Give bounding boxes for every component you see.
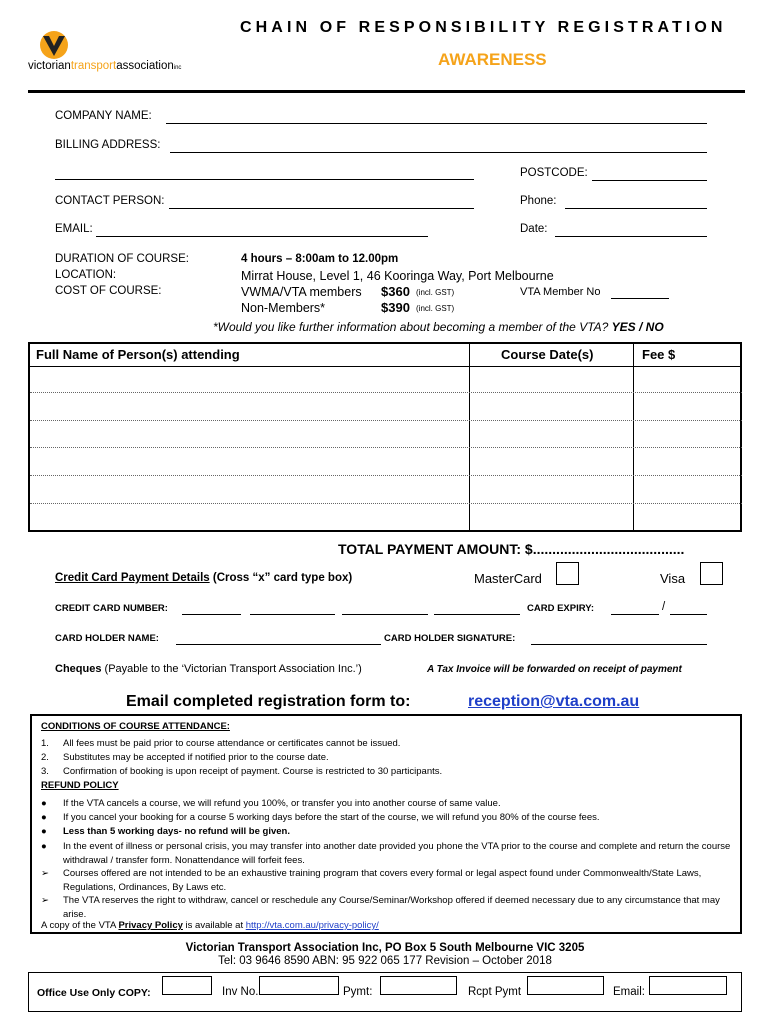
footer-contact: Tel: 03 9646 8590 ABN: 95 922 065 177 Revision – October 2018 [218,955,552,967]
rcpt-pymt-box[interactable] [527,976,604,995]
privacy-link[interactable]: http://vta.com.au/privacy-policy/ [245,920,379,931]
mastercard-label: MasterCard [474,571,542,586]
condition-text: Substitutes may be accepted if notified prior to the course date. [63,752,329,763]
office-use-label: Office Use Only COPY: [37,987,151,999]
phone-label: Phone: [520,195,557,207]
billing-address-label: BILLING ADDRESS: [55,139,161,151]
privacy-prefix: A copy of the VTA [41,920,116,931]
rcpt-pymt-label: Rcpt Pymt [468,986,522,998]
membership-question [213,320,664,334]
table-header-fee: Fee $ [642,347,676,362]
notice-item [41,894,731,921]
refund-heading: REFUND POLICY [41,780,119,791]
email-field[interactable] [96,223,428,237]
condition-item: 2. Substitutes may be accepted if notified prior to the course date. [41,752,329,763]
table-header-date: Course Date(s) [501,347,594,362]
condition-text: Confirmation of booking is upon receipt of payment. Course is restricted to 30 participants. [63,766,443,777]
postcode-label: POSTCODE: [520,167,588,179]
privacy-mid: is available at [185,920,244,931]
cc-expiry-year-field[interactable] [670,603,707,615]
footer-address: Victorian Transport Association Inc, PO Box 5 South Melbourne VIC 3205 [185,942,585,954]
office-use-box [28,972,742,1012]
holder-name-label: CARD HOLDER NAME: [55,633,159,644]
refund-item [41,812,731,823]
cc-expiry-month-field[interactable] [611,603,659,615]
date-label: Date: [520,223,548,235]
privacy-line [41,920,379,931]
condition-item: 3. Confirmation of booking is upon receipt of payment. Course is restricted to 30 participants. [41,766,443,777]
condition-item: 1. All fees must be paid prior to course attendance or certificates cannot be issued. [41,738,401,749]
tax-invoice-note: A Tax Invoice will be forwarded on receipt of payment [427,664,682,675]
company-name-field[interactable] [166,110,707,124]
billing-address-field[interactable] [170,139,707,153]
bullet-icon: ● [41,841,47,852]
logo-text-victorian: victorian [28,60,71,72]
cc-details-title: Credit Card Payment Details [55,572,210,584]
pymt-label: Pymt: [343,986,373,998]
duration-label: DURATION OF COURSE: [55,253,189,265]
contact-person-label: CONTACT PERSON: [55,195,165,207]
refund-text: If you cancel your booking for a course 5 working days before the start of the course, we will refund you 80% of the course fees. [63,812,600,823]
location-label: LOCATION: [55,269,117,281]
visa-label: Visa [660,571,686,586]
bullet-icon: ● [41,826,47,837]
condition-text: All fees must be paid prior to course attendance or certificates cannot be issued. [63,738,401,749]
cc-number-field-4[interactable] [434,603,520,615]
cc-details-instruction: (Cross “x” card type box) [212,572,353,584]
refund-text: In the event of illness or personal crisis, you may transfer into another date provided you phone the VTA prior to the course and complete and return the course withdrawal / transfer form. Nonattendance will forfeit fees. [63,841,731,866]
company-name-label: COMPANY NAME: [55,110,152,122]
logo-mark-icon [34,30,74,60]
cc-number-field-1[interactable] [182,603,241,615]
inv-no-label: Inv No. [222,986,259,998]
refund-text: Less than 5 working days- no refund will be given. [63,826,290,837]
mastercard-checkbox[interactable] [556,562,579,585]
table-row[interactable] [30,420,742,421]
conditions-heading: CONDITIONS OF COURSE ATTENDANCE: [41,721,230,732]
cost-label: COST OF COURSE: [55,285,162,297]
nonmembers-price: $390 [381,300,410,315]
members-label: VWMA/VTA members [241,285,362,299]
logo-text-association: association [116,60,174,72]
header-rule [28,90,745,93]
logo-text-transport: transport [70,60,117,72]
refund-item [41,840,731,867]
member-no-label: VTA Member No [520,286,601,298]
refund-item [41,798,731,809]
conditions-box [30,714,742,934]
reception-email-link[interactable]: reception@vta.com.au [468,693,640,710]
cc-details-label [55,572,352,584]
notice-text: The VTA reserves the right to withdraw, cancel or reschedule any Course/Seminar/Workshop offered if deemed necessary due to any circumstance that may arise. [63,895,720,920]
cheques-line [55,663,362,675]
arrow-bullet-icon: ➢ [41,868,49,879]
privacy-policy-label: Privacy Policy [118,920,183,931]
bullet-icon: ● [41,812,47,823]
cc-number-label: CREDIT CARD NUMBER: [55,603,168,614]
table-header-name: Full Name of Person(s) attending [36,347,240,362]
page-title: CHAIN OF RESPONSIBILITY REGISTRATION [240,19,727,36]
table-row[interactable] [30,392,742,393]
email-label: EMAIL: [55,223,93,235]
phone-field[interactable] [565,195,707,209]
postcode-field[interactable] [592,167,707,181]
page-subtitle: AWARENESS [438,50,547,69]
cheques-label: Cheques [55,663,102,675]
duration-value: 4 hours – 8:00am to 12.00pm [241,253,399,265]
total-payment: TOTAL PAYMENT AMOUNT: $....................................... [338,541,685,557]
copy-box[interactable] [162,976,212,995]
location-value: Mirrat House, Level 1, 46 Kooringa Way, Port Melbourne [241,269,554,283]
notice-item [41,867,731,894]
arrow-bullet-icon: ➢ [41,895,49,906]
membership-question-text: *Would you like further information about becoming a member of the VTA? [213,320,609,334]
holder-signature-label: CARD HOLDER SIGNATURE: [384,633,516,644]
email-instruction: Email completed registration form to: [126,693,411,710]
logo-text-inc: inc [173,65,182,71]
cc-number-field-2[interactable] [250,603,335,615]
cc-number-field-3[interactable] [342,603,428,615]
yes-no-option[interactable]: YES / NO [611,320,664,334]
expiry-slash: / [662,601,666,613]
holder-signature-field[interactable] [531,633,707,645]
cheques-note: (Payable to the ‘Victorian Transport Association Inc.’) [104,663,362,675]
holder-name-field[interactable] [176,633,381,645]
nonmembers-incl-gst: (incl. GST) [416,304,455,313]
table-row[interactable] [30,447,742,448]
notice-text: Courses offered are not intended to be an exhaustive training program that covers every formal or legal aspect found under Commonwealth/State Laws, Regulations, Ordinances, By Laws etc. [63,868,702,893]
office-email-box[interactable] [649,976,727,995]
table-row[interactable] [30,475,742,476]
member-no-field[interactable] [611,286,669,299]
refund-item [41,826,731,837]
visa-checkbox[interactable] [700,562,723,585]
table-header-rule [30,366,740,367]
inv-no-box[interactable] [259,976,339,995]
office-email-label: Email: [613,986,645,998]
members-incl-gst: (incl. GST) [416,288,455,297]
vta-logo [28,30,238,78]
billing-address-field-2[interactable] [55,166,474,180]
refund-text: If the VTA cancels a course, we will refund you 100%, or transfer you into another course of same value. [63,798,501,809]
bullet-icon: ● [41,798,47,809]
nonmembers-label: Non-Members* [241,301,326,315]
contact-person-field[interactable] [169,195,474,209]
table-row[interactable] [30,503,742,504]
date-field[interactable] [555,223,707,237]
pymt-box[interactable] [380,976,457,995]
cc-expiry-label: CARD EXPIRY: [527,603,595,614]
members-price: $360 [381,284,410,299]
